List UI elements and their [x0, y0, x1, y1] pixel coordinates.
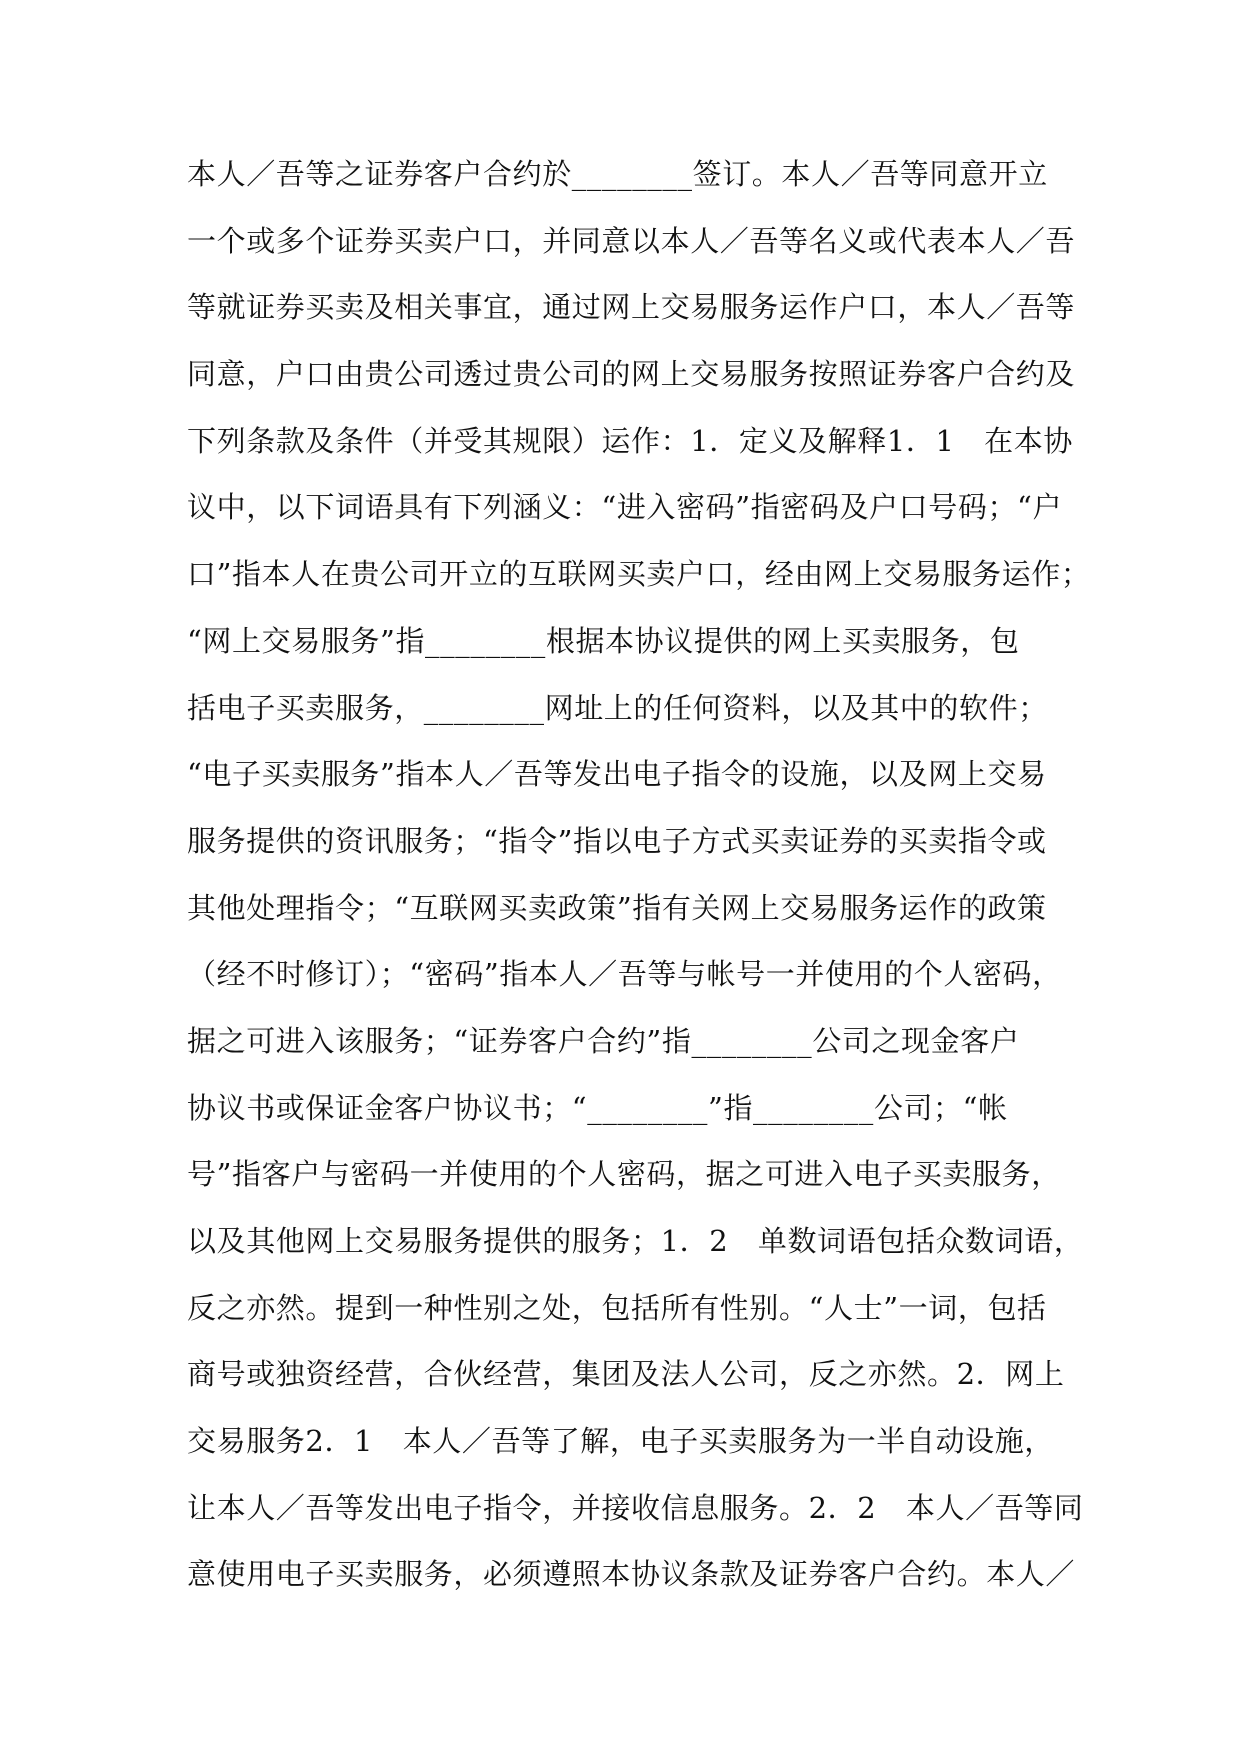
- document-body: [187, 156, 1091, 1623]
- body-line: 意使用电子买卖服务，必须遵照本协议条款及证券客户合约。本人／: [187, 1557, 1076, 1592]
- body-line: 等就证券买卖及相关事宜，通过网上交易服务运作户口，本人／吾等: [187, 290, 1076, 325]
- body-line: 反之亦然。提到一种性别之处，包括所有性别。“人士”一词，包括: [187, 1290, 1047, 1325]
- body-line: （经不时修订）；“密码”指本人／吾等与帐号一并使用的个人密码，: [187, 957, 1062, 992]
- body-line: 交易服务2．1 本人／吾等了解，电子买卖服务为一半自动设施，: [187, 1424, 1054, 1459]
- body-line: 让本人／吾等发出电子指令，并接收信息服务。2．2 本人／吾等同: [187, 1490, 1084, 1525]
- body-line: “电子买卖服务”指本人／吾等发出电子指令的设施，以及网上交易: [187, 757, 1047, 792]
- body-line: 本人／吾等之证券客户合约於________签订。本人／吾等同意开立: [187, 157, 1048, 191]
- body-line: 议中，以下词语具有下列涵义：“进入密码”指密码及户口号码；“户: [187, 490, 1063, 525]
- body-line: “网上交易服务”指________根据本协议提供的网上买卖服务，包: [187, 623, 1020, 658]
- body-line: 服务提供的资讯服务；“指令”指以电子方式买卖证券的买卖指令或: [187, 823, 1047, 858]
- body-line: 括电子买卖服务，________网址上的任何资料，以及其中的软件；: [187, 690, 1048, 725]
- body-line: 据之可进入该服务；“证券客户合约”指________公司之现金客户: [187, 1023, 1020, 1058]
- body-line: 商号或独资经营，合伙经营，集团及法人公司，反之亦然。2．网上: [187, 1357, 1065, 1392]
- body-line: 口”指本人在贵公司开立的互联网买卖户口，经由网上交易服务运作；: [187, 557, 1091, 592]
- body-line: 号”指客户与密码一并使用的个人密码，据之可进入电子买卖服务，: [187, 1157, 1061, 1192]
- body-line: 同意，户口由贵公司透过贵公司的网上交易服务按照证券客户合约及: [187, 357, 1076, 392]
- body-line: 一个或多个证券买卖户口，并同意以本人／吾等名义或代表本人／吾: [187, 223, 1076, 258]
- body-line: 其他处理指令；“互联网买卖政策”指有关网上交易服务运作的政策: [187, 890, 1047, 925]
- body-line: 以及其他网上交易服务提供的服务；1．2 单数词语包括众数词语，: [187, 1224, 1084, 1258]
- body-line: 下列条款及条件（并受其规限）运作：1．定义及解释1．1 在本协: [187, 423, 1073, 458]
- body-line: 协议书或保证金客户协议书；“________”指________公司；“帐: [187, 1090, 1008, 1125]
